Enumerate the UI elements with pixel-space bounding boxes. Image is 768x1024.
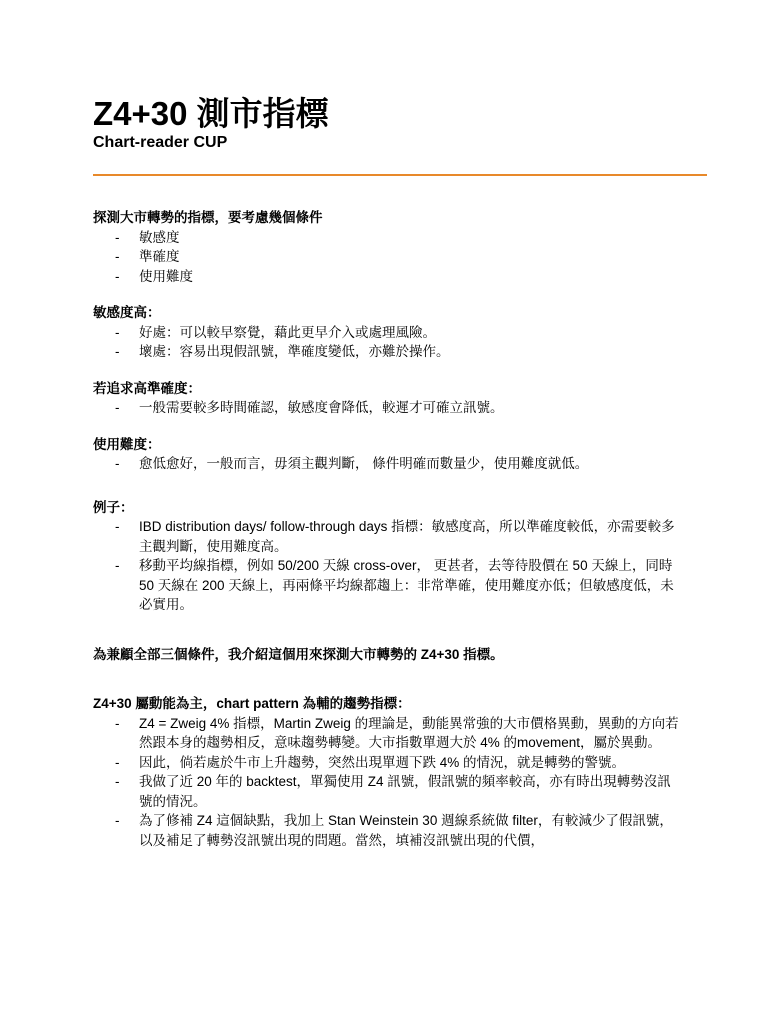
bullet-dash: -: [115, 456, 120, 471]
list-item: - 一般需要較多時間確認，敏感度會降低，較遲才可確立訊號。: [93, 398, 683, 418]
bullet-dash: -: [115, 249, 120, 264]
section-heading-z4-30: Z4+30 屬動能為主，chart pattern 為輔的趨勢指標：: [93, 696, 411, 711]
accuracy-list: [93, 398, 683, 418]
list-item: - 因此，倘若處於牛市上升趨勢，突然出現單週下跌 4% 的情況，就是轉勢的警號。: [93, 753, 683, 773]
list-item: - 好處：可以較早察覺，藉此更早介入或處理風險。: [93, 323, 683, 343]
list-item: - Z4 = Zweig 4% 指標，Martin Zweig 的理論是，動能異常強的大市價格異動，異動的方向若然跟本身的趨勢相反，意味趨勢轉變。大市指數單週大於 4% 的movement，屬於異動。: [115, 715, 679, 750]
bullet-dash: -: [115, 400, 120, 415]
section-heading-difficulty: 使用難度：: [93, 436, 161, 452]
section-heading-accuracy: 若追求高準確度：: [93, 380, 201, 396]
bullet-dash: -: [115, 344, 120, 359]
document-title: Z4+30 測市指標: [93, 95, 329, 132]
bullet-dash: -: [115, 229, 120, 245]
examples-list: [93, 517, 683, 615]
bullet-dash: -: [115, 774, 120, 789]
bullet-dash: -: [115, 813, 120, 828]
bullet-dash: -: [115, 754, 120, 770]
section-heading-sensitivity: 敏感度高：: [93, 305, 161, 320]
list-item: - 我做了近 20 年的 backtest，單獨使用 Z4 訊號，假訊號的頻率較高，亦有時出現轉勢沒訊號的情況。: [115, 774, 671, 809]
conditions-list: [93, 228, 683, 287]
z4-30-list: [93, 714, 683, 851]
difficulty-list: [93, 454, 683, 474]
bullet-dash: -: [115, 558, 120, 573]
section-heading-examples: 例子：: [93, 499, 134, 515]
section-heading-conditions: 探測大市轉勢的指標，要考慮幾個條件: [93, 210, 323, 225]
bullet-dash: -: [115, 324, 120, 340]
bullet-dash: -: [115, 268, 120, 284]
bullet-dash: -: [115, 715, 120, 731]
bullet-dash: -: [115, 519, 120, 534]
title-divider: [93, 174, 707, 176]
section-heading-intro-z4: 為兼顧全部三個條件，我介紹這個用來探測大市轉勢的 Z4+30 指標。: [93, 646, 504, 662]
list-item: - 壞處：容易出現假訊號，準確度變低，亦難於操作。: [93, 342, 683, 362]
document-body: [93, 208, 683, 850]
list-item: - 為了修補 Z4 這個缺點，我加上 Stan Weinstein 30 週線系統做 filter，有較減少了假訊號，以及補足了轉勢沒訊號出現的問題。當然，填補沒訊號出現的代價，: [115, 813, 673, 848]
list-item: - 使用難度: [93, 267, 683, 287]
list-item: - 敏感度: [93, 228, 683, 248]
list-item: - 準確度: [93, 247, 683, 267]
sensitivity-list: [93, 323, 683, 362]
list-item: - IBD distribution days/ follow-through days 指標：敏感度高，所以準確度較低，亦需要較多主觀判斷，使用難度高。: [115, 519, 675, 554]
list-item: - 愈低愈好，一般而言，毋須主觀判斷， 條件明確而數量少，使用難度就低。: [93, 454, 683, 474]
document-subtitle: Chart-reader CUP: [93, 134, 228, 151]
list-item: - 移動平均線指標，例如 50/200 天線 cross-over， 更甚者，去等待股價在 50 天線上，同時 50 天線在 200 天線上，再兩條平均線都趨上：非常準確，使用難度亦低；但敏感度低，未必實用。: [115, 558, 674, 612]
